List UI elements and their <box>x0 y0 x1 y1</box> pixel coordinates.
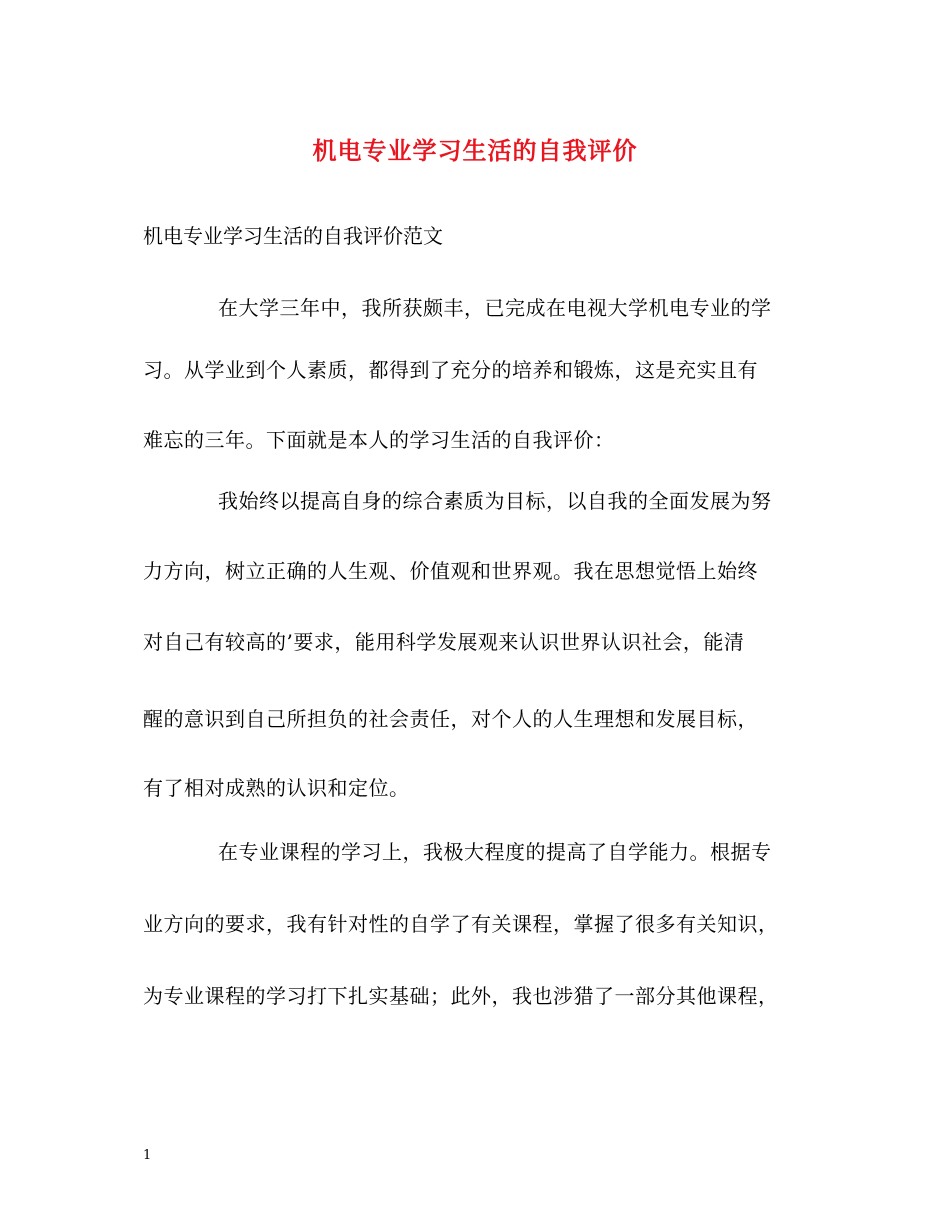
paragraph-line: 业方向的要求，我有针对性的自学了有关课程，掌握了很多有关知识， <box>143 912 779 936</box>
paragraph-line: 力方向，树立正确的人生观、价值观和世界观。我在思想觉悟上始终 <box>143 559 758 583</box>
paragraph-line: 我始终以提高自身的综合素质为目标，以自我的全面发展为努 <box>218 489 772 513</box>
document-title: 机电专业学习生活的自我评价 <box>312 136 638 165</box>
paragraph-line: 有了相对成熟的认识和定位。 <box>143 776 410 800</box>
paragraph-line: 难忘的三年。下面就是本人的学习生活的自我评价： <box>143 428 615 452</box>
paragraph-line: 在专业课程的学习上，我极大程度的提高了自学能力。根据专 <box>218 840 772 864</box>
paragraph-line: 在大学三年中，我所获颇丰，已完成在电视大学机电专业的学 <box>218 296 772 320</box>
paragraph-line: 醒的意识到自己所担负的社会责任，对个人的人生理想和发展目标， <box>143 707 758 731</box>
document-subtitle: 机电专业学习生活的自我评价范文 <box>143 224 443 248</box>
paragraph-line: 为专业课程的学习打下扎实基础；此外，我也涉猎了一部分其他课程， <box>143 984 779 1008</box>
paragraph-line: 对自己有较高的’要求，能用科学发展观来认识世界认识社会，能清 <box>143 630 745 654</box>
page-number: 1 <box>143 1148 152 1163</box>
paragraph-line: 习。从学业到个人素质，都得到了充分的培养和锻炼，这是充实且有 <box>143 358 758 382</box>
